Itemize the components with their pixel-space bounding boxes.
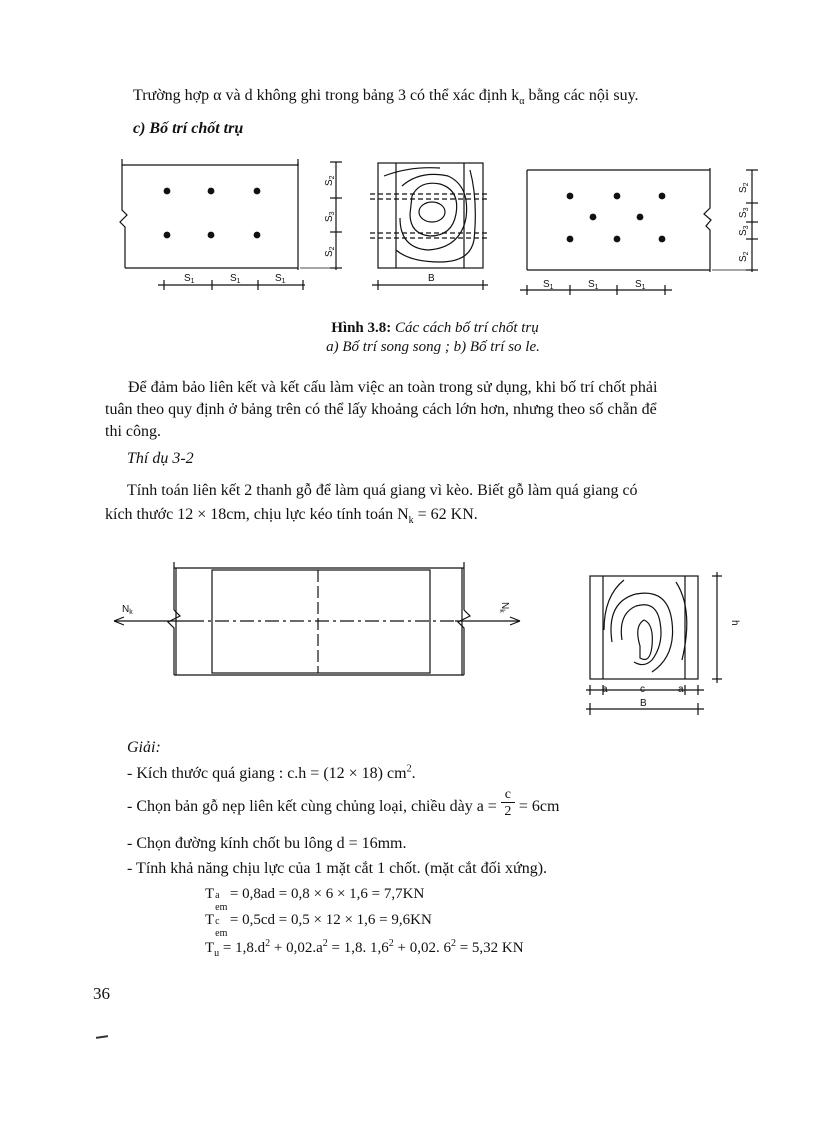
formula-text: + 0,02. 6 — [393, 940, 451, 956]
formula-text: = 1,8.d — [219, 940, 266, 956]
force-label-left: $N_k$ — [122, 604, 133, 616]
dim-s2-label: $S_2$ — [738, 182, 750, 193]
formula-line: T a em = 0,8ad = 0,8 × 6 × 1,6 = 7,7KN — [205, 886, 425, 913]
formula-symbol: T — [205, 886, 215, 902]
dim-s1-label: $S_1$ — [230, 273, 241, 285]
dim-s3-label: $S_3$ — [738, 225, 750, 236]
formula-sup: 2 — [450, 938, 456, 949]
dim-s2-label: $S_2$ — [324, 246, 336, 257]
formula-text: = 0,5cd = 0,5 × 12 × 1,6 = 9,6KN — [226, 912, 432, 928]
example-sub: k — [408, 515, 414, 527]
dim-s3-label: $S_3$ — [738, 207, 750, 218]
solution-text-end: . — [411, 765, 416, 782]
formula-sup: 2 — [265, 938, 271, 949]
paragraph-line: thi công. — [105, 423, 161, 440]
page-number: 36 — [93, 984, 110, 1003]
formula-text: = 0,8ad = 0,8 × 6 × 1,6 = 7,7KN — [226, 886, 425, 902]
solution-text-end: = 6cm — [518, 798, 560, 815]
formula-sub: u — [214, 948, 220, 959]
formula-sup: 2 — [388, 938, 394, 949]
intro-sub: α — [519, 96, 525, 108]
dim-h-label: h — [729, 620, 740, 626]
fraction — [501, 787, 515, 820]
dim-B-label: B — [428, 273, 435, 284]
dim-c-label: c — [640, 684, 645, 695]
solution-item: - Chọn đường kính chốt bu lông d = 16mm. — [127, 835, 407, 852]
solution-sup: 2 — [406, 763, 412, 775]
solution-text: - Chọn bản gỗ nẹp liên kết cùng chủng loại, chiều dày a = — [127, 798, 497, 815]
example-text-end: = 62 KN. — [413, 506, 478, 523]
fraction-denominator: 2 — [504, 804, 512, 820]
solution-item: - Tính khả năng chịu lực của 1 mặt cắt 1 chốt. (mặt cắt đối xứng). — [127, 860, 548, 877]
dim-s1-label: $S_1$ — [588, 279, 599, 291]
caption-title: Các cách bố trí chốt trụ — [395, 320, 539, 336]
example-text: kích thước 12 × 18cm, chịu lực kéo tính toán N — [105, 506, 409, 523]
formula-text: = 5,32 KN — [455, 940, 524, 956]
formula-symbol: T — [205, 912, 215, 928]
dim-s1-label: $S_1$ — [184, 273, 195, 285]
formula-text: = 1,8. 1,6 — [327, 940, 389, 956]
fraction-numerator: c — [501, 788, 515, 803]
dim-s1-label: $S_1$ — [635, 279, 646, 291]
example-title: Thí dụ 3-2 — [127, 450, 194, 467]
solution-item — [127, 764, 416, 784]
solution-title: Giải: — [127, 739, 161, 756]
solution-text: - Kích thước quá giang : c.h = (12 × 18) cm — [127, 765, 407, 782]
force-label-right: $N_k$ — [498, 602, 510, 613]
example-line: Tính toán liên kết 2 thanh gỗ để làm quá giang vì kèo. Biết gỗ làm quá giang có — [127, 482, 638, 499]
dim-s2-label: $S_2$ — [738, 251, 750, 262]
beam-elevation — [114, 562, 520, 675]
formula-text: + 0,02.a — [270, 940, 323, 956]
dim-s2-label: $S_2$ — [324, 175, 336, 186]
intro-text-end: bằng các nội suy. — [524, 87, 639, 104]
dim-a-label: a — [678, 684, 684, 695]
scan-mark — [96, 1035, 108, 1039]
dim-s1-label: $S_1$ — [275, 273, 286, 285]
dim-s3-label: $S_3$ — [324, 211, 336, 222]
formula-symbol: T — [205, 940, 215, 956]
figure-caption-subtitle: a) Bố trí song song ; b) Bố trí so le. — [326, 339, 540, 355]
caption-label: Hình 3.8: — [331, 320, 392, 336]
formula-line: T c em = 0,5cd = 0,5 × 12 × 1,6 = 9,6KN — [205, 912, 432, 939]
section-heading: c) Bố trí chốt trụ — [133, 120, 244, 137]
dim-s1-label: $S_1$ — [543, 279, 554, 291]
formula-line — [205, 938, 524, 958]
formula-sup: 2 — [322, 938, 328, 949]
dim-B-label: B — [640, 698, 647, 709]
intro-text: Trường hợp α và d không ghi trong bảng 3 có thể xác định k — [133, 87, 520, 104]
paragraph-line: tuân theo quy định ở bảng trên có thể lấy khoảng cách lớn hơn, nhưng theo số chẵn để — [105, 401, 657, 418]
paragraph-line: Để đảm bảo liên kết và kết cấu làm việc an toàn trong sử dụng, khi bố trí chốt phải — [128, 379, 658, 396]
dim-a-label: a — [602, 684, 608, 695]
solution-item — [127, 787, 560, 820]
